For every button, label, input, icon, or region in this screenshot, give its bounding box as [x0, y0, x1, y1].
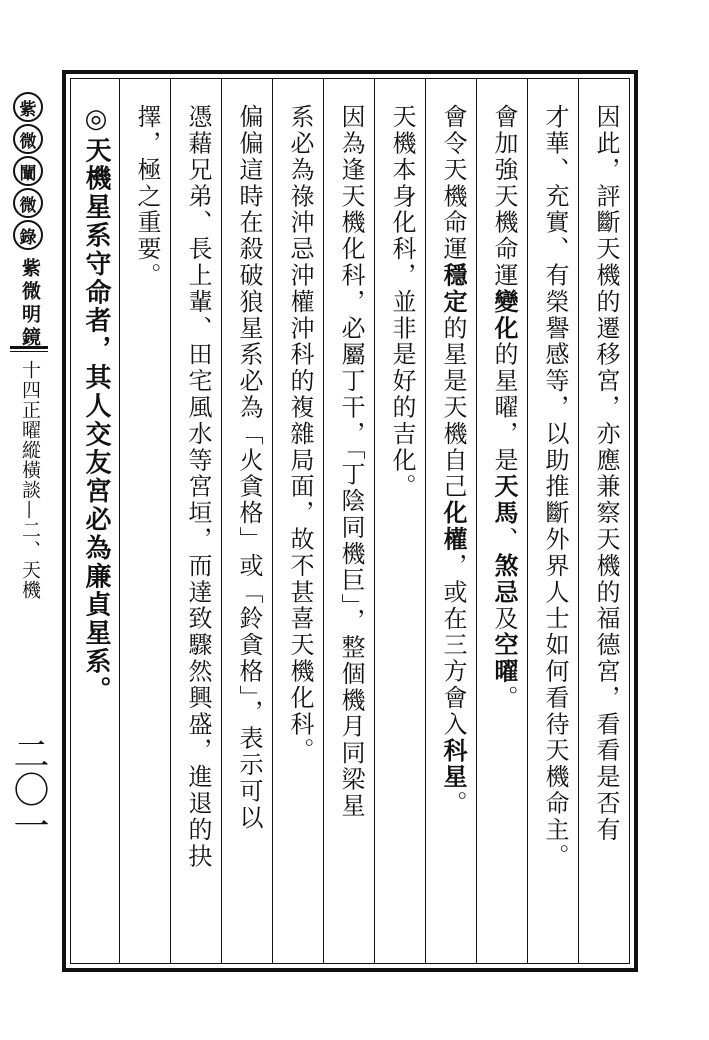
- series-char: 微: [13, 124, 43, 154]
- series-char: 紫: [13, 92, 43, 122]
- margin-rule: [10, 346, 48, 349]
- chapter-title: 十四正曜縱橫談—二、天機: [19, 360, 41, 600]
- book-title: 紫微明鏡: [19, 258, 41, 350]
- emphasis-run: 變化: [490, 288, 519, 342]
- column-rule: [221, 78, 222, 964]
- series-char: 錄: [13, 220, 43, 250]
- text-column: [379, 104, 425, 950]
- text-run: 會加強天機命運: [490, 104, 518, 289]
- emphasis-run: 煞忌: [490, 552, 519, 606]
- text-run: 及: [490, 605, 518, 633]
- text-run: 因為逢天機化科，必屬丁干，「丁陰同機巨」，整個機月同梁星: [337, 104, 365, 820]
- text-column: [532, 104, 578, 950]
- column-rule: [425, 78, 426, 964]
- text-run: 的星是天機自己: [439, 315, 467, 501]
- text-run: 偏偏這時在殺破狼星系必為「火貪格」或「鈴貪格」，表示可以: [235, 104, 263, 832]
- text-run: 會令天機命運: [439, 104, 467, 263]
- column-rule: [170, 78, 171, 964]
- text-run: 擇，極之重要。: [133, 104, 161, 289]
- text-run: ，或在三方會入: [439, 552, 467, 738]
- text-column: [277, 104, 323, 950]
- text-column: [175, 104, 221, 950]
- emphasis-run: 穩定: [439, 262, 468, 316]
- series-char: 微: [13, 188, 43, 218]
- column-rule: [578, 78, 579, 964]
- page-number: 二〇一: [8, 735, 49, 843]
- text-run: 因此，評斷天機的遷移宮，亦應兼察天機的福德宮，看看是否有: [592, 104, 620, 844]
- emphasis-run: 化權: [439, 500, 468, 553]
- text-column: [328, 104, 374, 950]
- emphasis-run: 天馬: [490, 473, 519, 527]
- text-column: [583, 104, 629, 950]
- emphasis-run: 科星: [439, 737, 468, 791]
- text-run: 系必為祿沖忌沖權沖科的複雜局面，故不甚喜天機化科。: [286, 104, 314, 764]
- text-run: 憑藉兄弟、長上輩、田宅風水等宮垣，而達致驟然興盛，進退的抉: [184, 104, 212, 870]
- text-column: [481, 104, 527, 950]
- text-run: 才華、充實、有榮譽感等，以助推斷外界人士如何看待天機命主。: [541, 104, 569, 870]
- text-column: [430, 104, 476, 950]
- text-run: 天機本身化科，並非是好的吉化。: [388, 104, 416, 500]
- text-run: 。: [439, 790, 467, 817]
- heading-text: ◎天機星系守命者，其人交友宮必為廉貞星系。: [81, 104, 111, 705]
- series-title: [6, 92, 50, 250]
- column-rule: [527, 78, 528, 964]
- column-rule: [272, 78, 273, 964]
- section-heading: [73, 104, 119, 950]
- column-rule: [374, 78, 375, 964]
- text-column: [124, 104, 170, 950]
- text-run: 的星曜，是: [490, 341, 518, 474]
- column-rule: [476, 78, 477, 964]
- series-char: 闡: [13, 156, 43, 186]
- text-column: [226, 104, 272, 950]
- column-rule: [323, 78, 324, 964]
- text-run: 、: [490, 526, 518, 553]
- margin-rule: [10, 351, 48, 352]
- column-rule: [119, 78, 120, 964]
- text-run: 。: [490, 684, 518, 712]
- emphasis-run: 空曜: [490, 632, 519, 685]
